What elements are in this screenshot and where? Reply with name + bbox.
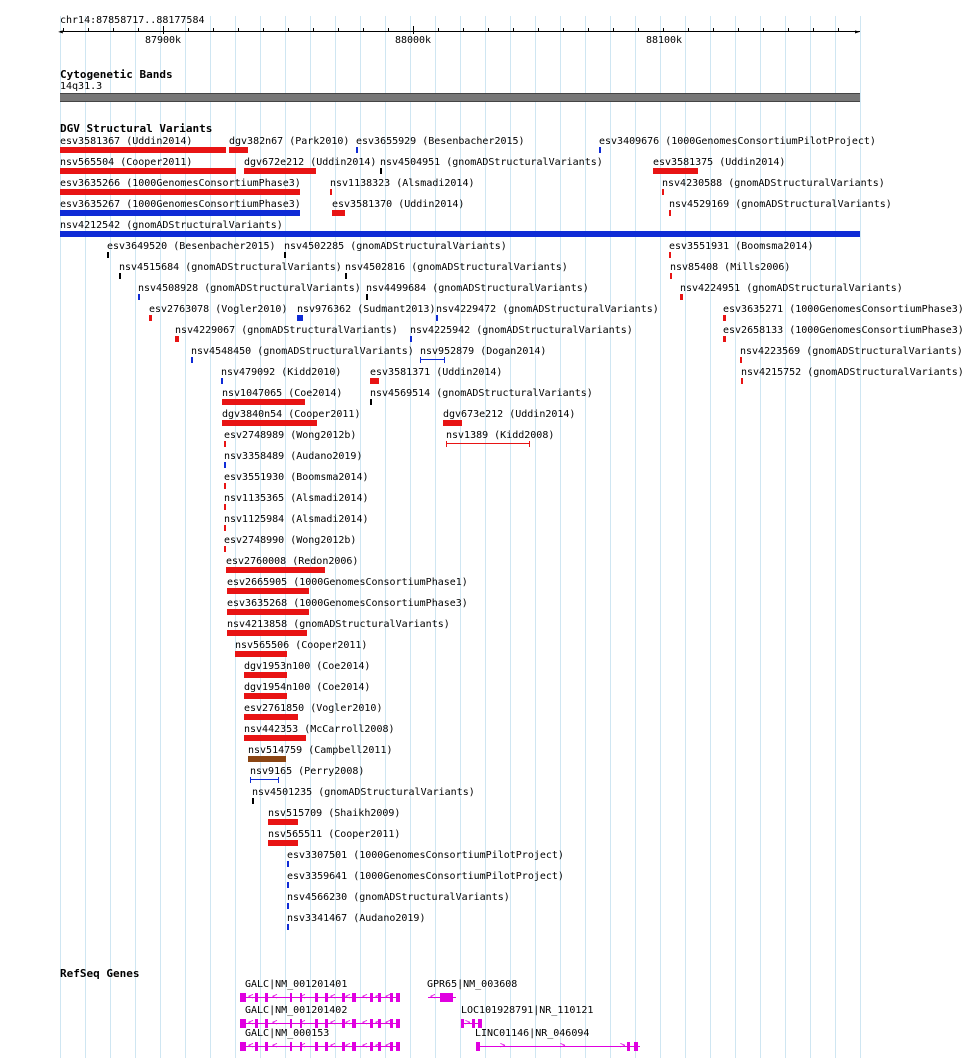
dgv-feature-label[interactable]: esv3581370 (Uddin2014) — [332, 199, 465, 210]
dgv-feature-bar[interactable] — [244, 714, 298, 720]
dgv-feature-label[interactable]: esv3649520 (Besenbacher2015) — [107, 241, 276, 252]
dgv-feature-bar[interactable] — [356, 147, 358, 153]
dgv-feature-label[interactable]: esv2665905 (1000GenomesConsortiumPhase1) — [227, 577, 468, 588]
dgv-feature-label[interactable]: nsv3358489 (Audano2019) — [224, 451, 363, 462]
dgv-feature-cap — [250, 777, 251, 783]
dgv-feature-label[interactable]: nsv4569514 (gnomADStructuralVariants) — [370, 388, 593, 399]
dgv-feature-bar[interactable] — [229, 147, 248, 153]
dgv-feature-bar[interactable] — [332, 210, 345, 216]
dgv-feature-bar[interactable] — [669, 210, 671, 216]
dgv-feature-bar[interactable] — [268, 840, 298, 846]
gene-exon[interactable] — [390, 1042, 393, 1051]
ruler-tick-label: 88000k — [394, 35, 432, 46]
dgv-feature-bar[interactable] — [345, 273, 347, 279]
dgv-feature-bar[interactable] — [244, 735, 306, 741]
location-label: chr14:87858717..88177584 — [60, 15, 205, 26]
dgv-feature-label[interactable]: nsv4223569 (gnomADStructuralVariants) — [740, 346, 963, 357]
strand-arrow-icon: > — [500, 1041, 506, 1051]
dgv-feature-label[interactable]: nsv4225942 (gnomADStructuralVariants) — [410, 325, 633, 336]
strand-arrow-icon: < — [248, 1041, 254, 1051]
dgv-feature-label[interactable]: nsv85408 (Mills2006) — [670, 262, 791, 273]
dgv-feature-bar[interactable] — [244, 693, 287, 699]
dgv-feature-bar[interactable] — [60, 168, 236, 174]
dgv-feature-label[interactable]: nsv9165 (Perry2008) — [250, 766, 365, 777]
dgv-feature-label[interactable]: esv3655929 (Besenbacher2015) — [356, 136, 525, 147]
strand-arrow-icon: < — [300, 1041, 306, 1051]
dgv-feature-label[interactable]: esv3635271 (1000GenomesConsortiumPhase3) — [723, 304, 964, 315]
dgv-feature-bar[interactable] — [60, 210, 300, 216]
dgv-feature-label[interactable]: dgv1954n100 (Coe2014) — [244, 682, 371, 693]
dgv-feature-bar[interactable] — [330, 189, 332, 195]
dgv-feature-label[interactable]: nsv4212542 (gnomADStructuralVariants) — [60, 220, 283, 231]
dgv-feature-bar[interactable] — [224, 525, 226, 531]
dgv-feature-label[interactable]: esv3635268 (1000GenomesConsortiumPhase3) — [227, 598, 468, 609]
cytoband-label: 14q31.3 — [60, 81, 103, 92]
strand-arrow-icon: < — [430, 992, 436, 1002]
dgv-feature-label[interactable]: esv3635266 (1000GenomesConsortiumPhase3) — [60, 178, 301, 189]
dgv-feature-label[interactable]: nsv4566230 (gnomADStructuralVariants) — [287, 892, 510, 903]
gene-exon[interactable] — [370, 1019, 373, 1028]
refseq-track-title[interactable]: RefSeq Genes — [60, 967, 140, 980]
dgv-feature-label[interactable]: nsv442353 (McCarroll2008) — [244, 724, 395, 735]
strand-arrow-icon: < — [272, 1041, 278, 1051]
strand-arrow-icon: < — [362, 1018, 368, 1028]
dgv-feature-label[interactable]: nsv514759 (Campbell2011) — [248, 745, 393, 756]
dgv-feature-label[interactable]: esv2763078 (Vogler2010) — [149, 304, 288, 315]
dgv-feature-bar[interactable] — [680, 294, 683, 300]
dgv-feature-label[interactable]: nsv4215752 (gnomADStructuralVariants) — [741, 367, 964, 378]
dgv-feature-bar[interactable] — [287, 882, 289, 888]
dgv-feature-bar[interactable] — [224, 483, 226, 489]
gene-exon[interactable] — [370, 993, 373, 1002]
dgv-feature-bar[interactable] — [599, 147, 601, 153]
strand-arrow-icon: < — [385, 992, 391, 1002]
dgv-feature-bar[interactable] — [297, 315, 303, 321]
dgv-feature-label[interactable]: esv3581371 (Uddin2014) — [370, 367, 503, 378]
dgv-feature-bar[interactable] — [287, 861, 289, 867]
dgv-feature-label[interactable]: dgv673e212 (Uddin2014) — [443, 409, 576, 420]
gene-exon[interactable] — [396, 993, 400, 1002]
gene-exon[interactable] — [476, 1042, 480, 1051]
gene-exon[interactable] — [472, 1019, 475, 1028]
dgv-feature-label[interactable]: esv3581375 (Uddin2014) — [653, 157, 786, 168]
gene-label[interactable]: GPR65|NM_003608 — [427, 979, 518, 990]
strand-arrow-icon: < — [362, 992, 368, 1002]
dgv-feature-label[interactable]: nsv1138323 (Alsmadi2014) — [330, 178, 475, 189]
dgv-feature-label[interactable]: nsv3341467 (Audano2019) — [287, 913, 426, 924]
dgv-feature-bar[interactable] — [662, 189, 664, 195]
strand-arrow-icon: > — [560, 1041, 566, 1051]
dgv-feature-label[interactable]: esv3551930 (Boomsma2014) — [224, 472, 369, 483]
dgv-feature-cap — [444, 357, 445, 363]
dgv-feature-bar[interactable] — [446, 443, 530, 444]
dgv-feature-label[interactable]: nsv565506 (Cooper2011) — [235, 640, 368, 651]
scroll-left-arrow[interactable]: ◄ — [58, 27, 63, 36]
strand-arrow-icon: < — [248, 1018, 254, 1028]
dgv-feature-bar[interactable] — [287, 924, 289, 930]
dgv-feature-label[interactable]: nsv952879 (Dogan2014) — [420, 346, 547, 357]
dgv-feature-bar[interactable] — [366, 294, 368, 300]
gene-exon[interactable] — [255, 993, 258, 1002]
strand-arrow-icon: < — [272, 992, 278, 1002]
dgv-feature-bar[interactable] — [420, 359, 445, 360]
strand-arrow-icon: < — [330, 992, 336, 1002]
dgv-feature-label[interactable]: esv2658133 (1000GenomesConsortiumPhase3) — [723, 325, 964, 336]
dgv-feature-label[interactable]: nsv479092 (Kidd2010) — [221, 367, 342, 378]
dgv-feature-bar[interactable] — [149, 315, 152, 321]
gene-exon[interactable] — [240, 1019, 246, 1028]
dgv-feature-bar[interactable] — [653, 168, 698, 174]
gene-exon[interactable] — [315, 993, 318, 1002]
gene-exon[interactable] — [370, 1042, 373, 1051]
dgv-feature-label[interactable]: nsv4502285 (gnomADStructuralVariants) — [284, 241, 507, 252]
dgv-feature-bar[interactable] — [138, 294, 140, 300]
dgv-feature-bar[interactable] — [250, 779, 279, 780]
gene-exon[interactable] — [396, 1019, 400, 1028]
gene-exon[interactable] — [255, 1019, 258, 1028]
dgv-feature-label[interactable]: nsv4515684 (gnomADStructuralVariants) — [119, 262, 342, 273]
dgv-feature-label[interactable]: esv2760008 (Redon2006) — [226, 556, 359, 567]
dgv-feature-label[interactable]: dgv382n67 (Park2010) — [229, 136, 350, 147]
dgv-feature-bar[interactable] — [175, 336, 179, 342]
gene-exon[interactable] — [325, 1019, 328, 1028]
dgv-feature-bar[interactable] — [284, 252, 286, 258]
gene-exon[interactable] — [265, 1042, 268, 1051]
dgv-feature-bar[interactable] — [287, 903, 289, 909]
dgv-feature-label[interactable]: nsv4548450 (gnomADStructuralVariants) — [191, 346, 414, 357]
dgv-feature-bar[interactable] — [723, 336, 726, 342]
strand-arrow-icon: < — [385, 1041, 391, 1051]
strand-arrow-icon: < — [272, 1018, 278, 1028]
strand-arrow-icon: < — [375, 1018, 381, 1028]
dgv-feature-bar[interactable] — [244, 672, 287, 678]
gene-exon[interactable] — [240, 993, 246, 1002]
dgv-feature-bar[interactable] — [221, 378, 223, 384]
dgv-feature-label[interactable]: nsv4504951 (gnomADStructuralVariants) — [380, 157, 603, 168]
gene-exon[interactable] — [290, 1042, 292, 1051]
dgv-feature-cap — [420, 357, 421, 363]
dgv-feature-bar[interactable] — [226, 567, 325, 573]
gene-exon[interactable] — [352, 1019, 356, 1028]
dgv-feature-label[interactable]: nsv1047065 (Coe2014) — [222, 388, 343, 399]
strand-arrow-icon: < — [330, 1018, 336, 1028]
gene-exon[interactable] — [478, 1019, 482, 1028]
dgv-feature-bar[interactable] — [60, 147, 226, 153]
dgv-feature-label[interactable]: nsv4529169 (gnomADStructuralVariants) — [669, 199, 892, 210]
dgv-feature-label[interactable]: nsv1389 (Kidd2008) — [446, 430, 555, 441]
dgv-feature-bar[interactable] — [222, 420, 317, 426]
strand-arrow-icon: < — [300, 1018, 306, 1028]
gene-label[interactable]: LOC101928791|NR_110121 — [461, 1005, 594, 1016]
gene-exon[interactable] — [290, 993, 292, 1002]
strand-arrow-icon: < — [375, 1041, 381, 1051]
dgv-feature-label[interactable]: esv3359641 (1000GenomesConsortiumPilotProject) — [287, 871, 564, 882]
dgv-feature-bar[interactable] — [227, 609, 309, 615]
dgv-feature-bar[interactable] — [224, 504, 226, 510]
dgv-feature-label[interactable]: esv3635267 (1000GenomesConsortiumPhase3) — [60, 199, 301, 210]
dgv-feature-label[interactable]: nsv4230588 (gnomADStructuralVariants) — [662, 178, 885, 189]
strand-arrow-icon: < — [385, 1018, 391, 1028]
gene-label[interactable]: GALC|NM_001201402 — [245, 1005, 348, 1016]
dgv-track-title[interactable]: DGV Structural Variants — [60, 122, 213, 135]
dgv-feature-cap — [446, 441, 447, 447]
dgv-feature-label[interactable]: esv2761850 (Vogler2010) — [244, 703, 383, 714]
dgv-feature-label[interactable]: nsv4229067 (gnomADStructuralVariants) — [175, 325, 398, 336]
dgv-feature-bar[interactable] — [370, 378, 379, 384]
gene-label[interactable]: GALC|NM_001201401 — [245, 979, 348, 990]
gene-exon[interactable] — [390, 993, 393, 1002]
strand-arrow-icon: < — [248, 992, 254, 1002]
dgv-feature-bar[interactable] — [370, 399, 372, 405]
dgv-feature-label[interactable]: nsv4508928 (gnomADStructuralVariants) — [138, 283, 361, 294]
gene-exon[interactable] — [265, 993, 268, 1002]
dgv-feature-bar[interactable] — [670, 273, 672, 279]
cytoband-track-title[interactable]: Cytogenetic Bands — [60, 68, 173, 81]
dgv-feature-bar[interactable] — [224, 546, 226, 552]
dgv-feature-bar[interactable] — [410, 336, 412, 342]
dgv-feature-label[interactable]: nsv4213858 (gnomADStructuralVariants) — [227, 619, 450, 630]
scroll-right-arrow[interactable]: ► — [855, 27, 860, 36]
dgv-feature-bar[interactable] — [191, 357, 193, 363]
strand-arrow-icon: < — [375, 992, 381, 1002]
gene-exon[interactable] — [290, 1019, 292, 1028]
dgv-feature-label[interactable]: nsv976362 (Sudmant2013) — [297, 304, 436, 315]
gene-exon[interactable] — [315, 1019, 318, 1028]
gene-exon[interactable] — [440, 993, 453, 1002]
dgv-feature-label[interactable]: esv3409676 (1000GenomesConsortiumPilotProject) — [599, 136, 876, 147]
strand-arrow-icon: < — [345, 992, 351, 1002]
dgv-feature-bar[interactable] — [224, 441, 226, 447]
dgv-feature-label[interactable]: dgv3840n54 (Cooper2011) — [222, 409, 361, 420]
ruler-tick-label: 87900k — [144, 35, 182, 46]
strand-arrow-icon: < — [300, 992, 306, 1002]
dgv-feature-bar[interactable] — [235, 651, 287, 657]
gene-exon[interactable] — [461, 1019, 464, 1028]
dgv-feature-bar[interactable] — [227, 588, 309, 594]
gene-exon[interactable] — [352, 993, 356, 1002]
dgv-feature-label[interactable]: nsv565504 (Cooper2011) — [60, 157, 193, 168]
dgv-feature-cap — [278, 777, 279, 783]
gene-exon[interactable] — [265, 1019, 268, 1028]
strand-arrow-icon: < — [345, 1041, 351, 1051]
dgv-feature-label[interactable]: nsv565511 (Cooper2011) — [268, 829, 401, 840]
dgv-feature-label[interactable]: esv2748990 (Wong2012b) — [224, 535, 357, 546]
gene-exon[interactable] — [325, 993, 328, 1002]
dgv-feature-label[interactable]: nsv4501235 (gnomADStructuralVariants) — [252, 787, 475, 798]
dgv-feature-bar[interactable] — [268, 819, 298, 825]
gene-exon[interactable] — [240, 1042, 246, 1051]
dgv-feature-bar[interactable] — [244, 168, 316, 174]
gene-exon[interactable] — [634, 1042, 638, 1051]
strand-arrow-icon: > — [465, 1018, 471, 1028]
gene-exon[interactable] — [325, 1042, 328, 1051]
dgv-feature-bar[interactable] — [740, 357, 742, 363]
dgv-feature-label[interactable]: esv3307501 (1000GenomesConsortiumPilotProject) — [287, 850, 564, 861]
dgv-feature-bar[interactable] — [443, 420, 462, 426]
gene-exon[interactable] — [396, 1042, 400, 1051]
strand-arrow-icon: < — [330, 1041, 336, 1051]
dgv-feature-label[interactable]: dgv672e212 (Uddin2014) — [244, 157, 377, 168]
strand-arrow-icon: > — [620, 1041, 626, 1051]
ruler-tick-label: 88100k — [645, 35, 683, 46]
gene-exon[interactable] — [390, 1019, 393, 1028]
dgv-feature-label[interactable]: nsv515709 (Shaikh2009) — [268, 808, 401, 819]
dgv-feature-bar[interactable] — [60, 189, 300, 195]
dgv-feature-bar[interactable] — [669, 252, 671, 258]
dgv-feature-label[interactable]: nsv4499684 (gnomADStructuralVariants) — [366, 283, 589, 294]
dgv-feature-bar[interactable] — [248, 756, 286, 762]
gene-exon[interactable] — [352, 1042, 356, 1051]
dgv-feature-label[interactable]: nsv1125984 (Alsmadi2014) — [224, 514, 369, 525]
dgv-feature-bar[interactable] — [436, 315, 438, 321]
dgv-feature-bar[interactable] — [227, 630, 307, 636]
dgv-feature-bar[interactable] — [741, 378, 743, 384]
strand-arrow-icon: < — [345, 1018, 351, 1028]
gene-exon[interactable] — [627, 1042, 630, 1051]
strand-arrow-icon: < — [362, 1041, 368, 1051]
dgv-feature-bar[interactable] — [222, 399, 305, 405]
dgv-feature-label[interactable]: nsv1135365 (Alsmadi2014) — [224, 493, 369, 504]
gene-exon[interactable] — [255, 1042, 258, 1051]
gene-label[interactable]: LINC01146|NR_046094 — [475, 1028, 590, 1039]
dgv-feature-cap — [529, 441, 530, 447]
dgv-feature-bar[interactable] — [723, 315, 726, 321]
dgv-feature-label[interactable]: dgv1953n100 (Coe2014) — [244, 661, 371, 672]
dgv-feature-bar[interactable] — [107, 252, 109, 258]
dgv-feature-bar[interactable] — [60, 231, 860, 237]
dgv-feature-label[interactable]: nsv4502816 (gnomADStructuralVariants) — [345, 262, 568, 273]
dgv-feature-bar[interactable] — [119, 273, 121, 279]
dgv-feature-label[interactable]: esv3551931 (Boomsma2014) — [669, 241, 814, 252]
dgv-feature-bar[interactable] — [224, 462, 226, 468]
dgv-feature-bar[interactable] — [380, 168, 382, 174]
dgv-feature-label[interactable]: nsv4224951 (gnomADStructuralVariants) — [680, 283, 903, 294]
dgv-feature-label[interactable]: esv3581367 (Uddin2014) — [60, 136, 193, 147]
dgv-feature-bar[interactable] — [252, 798, 254, 804]
gene-label[interactable]: GALC|NM_000153 — [245, 1028, 330, 1039]
gene-exon[interactable] — [315, 1042, 318, 1051]
dgv-feature-label[interactable]: esv2748989 (Wong2012b) — [224, 430, 357, 441]
dgv-feature-label[interactable]: nsv4229472 (gnomADStructuralVariants) — [436, 304, 659, 315]
